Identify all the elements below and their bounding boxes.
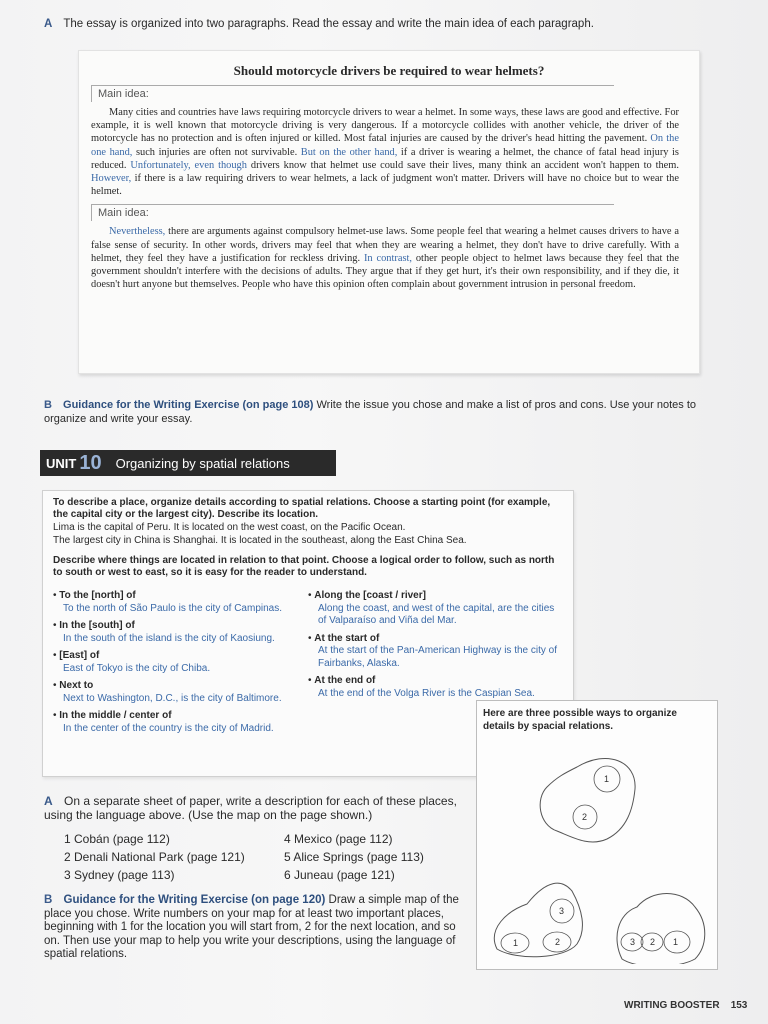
phrase-item: • In the [south] of In the south of the island is the city of Kaosiung. bbox=[53, 620, 275, 644]
phrase-item: • Next to Next to Washington, D.C., is the city of Baltimore. bbox=[53, 680, 282, 704]
essay-paragraph-1: Many cities and countries have laws requiring motorcycle drivers to wear a helmet. In some ways, these laws are good and effective. For example, it is well known that motorcycle driving is very dangerous. If a motorcycle collides with another vehicle, the driver of the motorcycle has no protection and is often injured or killed. Most fatal injuries are caused by the driver's head hitting the pavement. On the one hand, such injuries are often not survivable. But on the other hand, if a driver is wearing a helmet, the chance of fatal head injury is reduced. Unfortunately, even though drivers know that helmet use could save their lives, many think an accident won't happen to them. However, if there is a law requiring drivers to wear helmets, a lack of judgment won't matter. Drivers will have no choice but to wear the helmet. bbox=[91, 107, 679, 198]
essay-card bbox=[78, 50, 700, 374]
guidance-text-2: Draw a simple map of the place you chose. Write numbers on your map for at least two important places, beginning with 1 for the location you will start from, 2 for the next location, and so on. Then use your map to help you write your descriptions, using the language of spatial relations. bbox=[44, 894, 459, 960]
footer-label: WRITING BOOSTER bbox=[624, 1000, 720, 1011]
section-a2: A On a separate sheet of paper, write a description for each of these places, using the language above. (Use the map on the page shown.) 1 Cobán (page 112) 2 Denali National Park (page 121) 3 Sydney (page 113) 4 Mexico (page 112) 5 Alice Springs (page 113) 6 Juneau (page 121) bbox=[44, 794, 464, 884]
list-item: 3 Sydney (page 113) bbox=[64, 868, 175, 882]
box-example-2: The largest city in China is Shanghai. It is located in the southeast, along the East China Sea. bbox=[53, 535, 467, 546]
page-footer bbox=[624, 1000, 747, 1011]
main-idea-field-1[interactable]: Main idea: bbox=[91, 85, 614, 102]
list-item: 1 Cobán (page 112) bbox=[64, 832, 170, 846]
places-list bbox=[44, 830, 464, 884]
unit-title: Organizing by spatial relations bbox=[115, 455, 290, 471]
map-caption: Here are three possible ways to organize details by spacial relations. bbox=[483, 708, 677, 732]
guidance-heading-2: Guidance for the Writing Exercise (on page 120) bbox=[63, 894, 326, 906]
phrase-item: • Along the [coast / river] Along the coast, and west of the capital, are the cities of Valparaíso and Viña del Mar. bbox=[308, 590, 555, 626]
page-number: 153 bbox=[730, 1000, 748, 1011]
guidance-text: Write the issue you chose and make a list of pros and cons. Use your notes to organize and write your essay. bbox=[44, 399, 696, 425]
phrase-item: • To the [north] of To the north of São Paulo is the city of Campinas. bbox=[53, 590, 283, 614]
guidance-heading: Guidance for the Writing Exercise (on page 108) bbox=[63, 399, 314, 411]
list-item: 2 Denali National Park (page 121) bbox=[64, 850, 245, 864]
box-example-1: Lima is the capital of Peru. It is located on the west coast, on the Pacific Ocean. bbox=[53, 522, 406, 533]
sketch-map-1 bbox=[540, 758, 635, 842]
phrase-item: • [East] of East of Tokyo is the city of Chiba. bbox=[53, 650, 211, 674]
section-letter: A bbox=[44, 18, 53, 30]
map-examples-box bbox=[476, 700, 718, 970]
section-a-instruction bbox=[44, 18, 594, 30]
main-idea-field-2[interactable]: Main idea: bbox=[91, 204, 614, 221]
svg-text:2: 2 bbox=[555, 937, 561, 947]
unit-banner bbox=[40, 450, 336, 476]
phrase-item: • In the middle / center of In the center of the country is the city of Madrid. bbox=[53, 710, 274, 734]
svg-text:3: 3 bbox=[630, 937, 636, 947]
exercise-instruction: On a separate sheet of paper, write a description for each of these places, using the language above. (Use the map on the page shown.) bbox=[44, 794, 457, 822]
instruction-text: The essay is organized into two paragraphs. Read the essay and write the main idea of each paragraph. bbox=[63, 18, 594, 30]
box-intro-2: Describe where things are located in relation to that point. Choose a logical order to follow, such as north to south or west to east, so it is easy for the reader to understand. bbox=[53, 555, 555, 578]
svg-text:1: 1 bbox=[673, 937, 679, 947]
list-item: 6 Juneau (page 121) bbox=[284, 868, 395, 882]
svg-text:1: 1 bbox=[604, 774, 610, 784]
essay-paragraph-2: Nevertheless, there are arguments against compulsory helmet-use laws. Some people feel that wearing a helmet causes drivers to have a false sense of security. In other words, drivers may feel that when they are wearing a helmet, they don't have to drive carefully. With a helmet, they feel they have a justification for reckless driving. In contrast, other people object to helmet laws because they feel that the government shouldn't interfere with the decisions of adults. They argue that if they get hurt, it's their own responsibility, and if they die, it doesn't hurt anyone but themselves. People who have this opinion often complain about government intrusion in personal freedom. bbox=[91, 226, 679, 291]
svg-text:2: 2 bbox=[582, 812, 588, 822]
sketch-maps-illustration bbox=[477, 739, 717, 964]
unit-number: 10 bbox=[79, 451, 102, 474]
svg-text:3: 3 bbox=[559, 906, 565, 916]
phrase-item: • At the start of At the start of the Pan-American Highway is the city of Fairbanks, Alaska. bbox=[308, 632, 557, 669]
phrase-item: • At the end of At the end of the Volga River is the Caspian Sea. bbox=[308, 675, 535, 699]
sketch-map-3 bbox=[617, 894, 705, 965]
section-b2: B Guidance for the Writing Exercise (on page 120) Draw a simple map of the place you chose. Write numbers on your map for at least two important places, beginning with 1 for the location you will start from, 2 for the next location, and so on. Then use your map to help you write your descriptions, using the language of spatial relations. bbox=[44, 894, 459, 960]
box-intro: To describe a place, organize details according to spatial relations. Choose a starting point (for example, the capital city or the largest city). Describe its location. bbox=[53, 497, 551, 520]
phrases-left-column bbox=[53, 585, 308, 735]
section-b-guidance: B Guidance for the Writing Exercise (on page 108) Write the issue you chose and make a list of pros and cons. Use your notes to organize and write your essay. bbox=[44, 399, 696, 425]
list-item: 5 Alice Springs (page 113) bbox=[284, 850, 424, 864]
unit-label: UNIT bbox=[46, 455, 77, 471]
essay-title: Should motorcycle drivers be required to wear helmets? bbox=[233, 63, 545, 78]
sketch-map-2 bbox=[494, 883, 582, 957]
svg-text:1: 1 bbox=[513, 938, 519, 948]
svg-text:2: 2 bbox=[650, 937, 656, 947]
list-item: 4 Mexico (page 112) bbox=[284, 832, 393, 846]
